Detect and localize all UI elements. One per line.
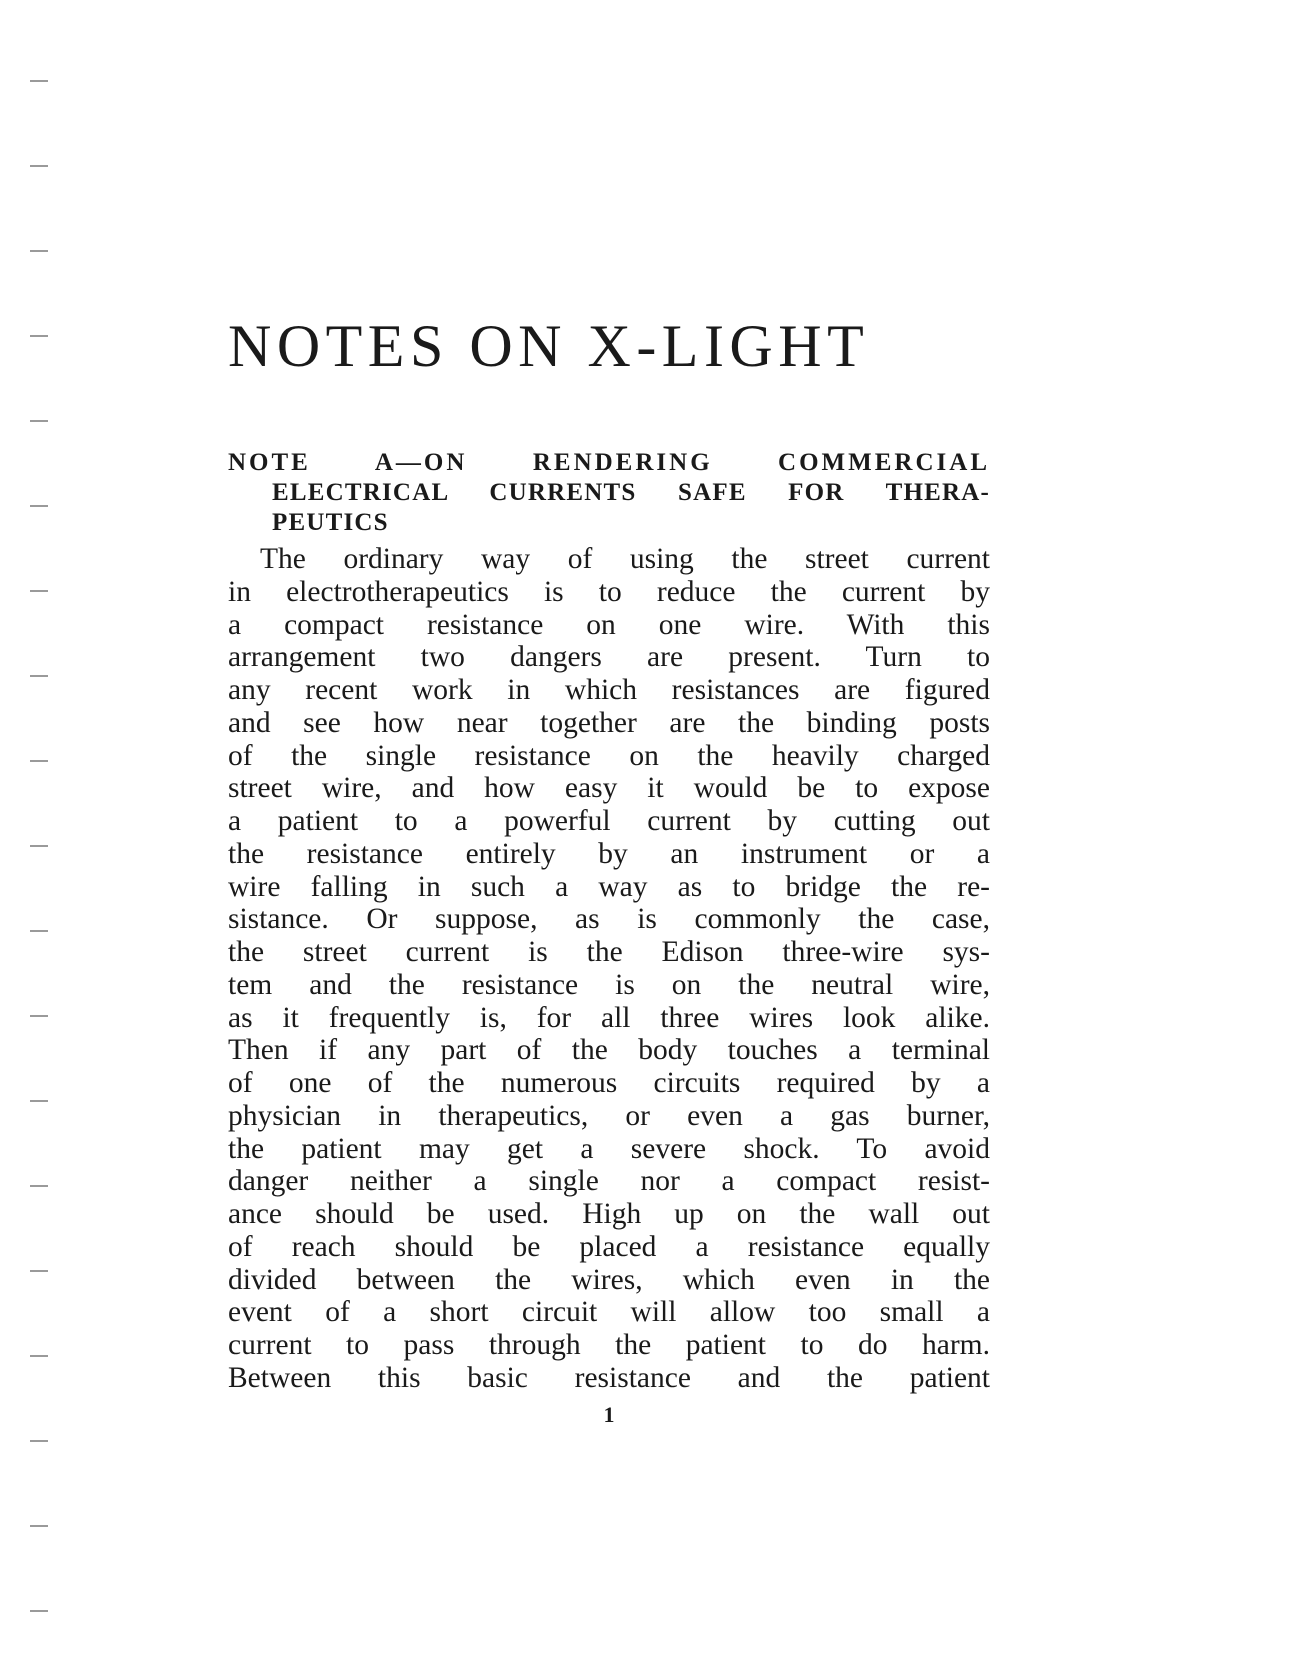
margin-mark	[30, 1270, 48, 1272]
text-line: as it frequently is, for all three wires look alike.	[228, 1001, 990, 1034]
text-line: arrangement two dangers are present. Turn to	[228, 641, 990, 674]
margin-mark	[30, 845, 48, 847]
text-line: in electrotherapeutics is to reduce the current by	[228, 575, 990, 608]
note-heading	[228, 448, 990, 538]
margin-mark	[30, 335, 48, 337]
text-line: street wire, and how easy it would be to expose	[228, 772, 990, 805]
margin-mark	[30, 505, 48, 507]
note-heading-line: PEUTICS	[272, 509, 389, 536]
margin-mark	[30, 675, 48, 677]
text-line: the patient may get a severe shock. To avoid	[228, 1132, 990, 1165]
text-line: of the single resistance on the heavily charged	[228, 739, 990, 772]
margin-mark	[30, 165, 48, 167]
page-title: NOTES ON X-LIGHT	[228, 313, 870, 379]
margin-mark	[30, 80, 48, 82]
text-line: a patient to a powerful current by cutting out	[228, 805, 990, 837]
margin-mark	[30, 250, 48, 252]
text-line: The ordinary way of using the street current	[260, 543, 990, 575]
margin-mark	[30, 1525, 48, 1527]
margin-mark	[30, 1185, 48, 1187]
margin-mark	[30, 1355, 48, 1357]
text-line: wire falling in such a way as to bridge the re-	[228, 870, 990, 903]
text-line: sistance. Or suppose, as is commonly the case,	[228, 903, 990, 936]
text-line: of reach should be placed a resistance equally	[228, 1230, 990, 1263]
text-line: Then if any part of the body touches a terminal	[228, 1034, 990, 1067]
margin-mark	[30, 760, 48, 762]
margin-mark	[30, 930, 48, 932]
page-number: 1	[603, 1402, 615, 1427]
text-line: of one of the numerous circuits required by a	[228, 1067, 990, 1099]
margin-mark	[30, 1610, 48, 1612]
text-line: and see how near together are the binding posts	[228, 706, 990, 739]
text-line: the street current is the Edison three-wire sys-	[228, 936, 990, 968]
margin-mark	[30, 420, 48, 422]
note-heading-line: NOTE A—ON RENDERING COMMERCIAL	[228, 449, 990, 476]
binding-margin-marks	[30, 0, 60, 1653]
text-line: event of a short circuit will allow too small a	[228, 1296, 990, 1329]
text-line: a compact resistance on one wire. With this	[228, 608, 990, 641]
text-line: tem and the resistance is on the neutral wire,	[228, 968, 990, 1001]
margin-mark	[30, 590, 48, 592]
margin-mark	[30, 1015, 48, 1017]
margin-mark	[30, 1100, 48, 1102]
note-heading-line: ELECTRICAL CURRENTS SAFE FOR THERA-	[272, 479, 990, 506]
text-line: Between this basic resistance and the patient	[228, 1361, 990, 1394]
text-line: physician in therapeutics, or even a gas burner,	[228, 1099, 990, 1132]
text-line: ance should be used. High up on the wall out	[228, 1198, 990, 1230]
text-line: danger neither a single nor a compact resist-	[228, 1165, 990, 1198]
text-line: current to pass through the patient to do harm.	[228, 1329, 990, 1361]
body-paragraph	[228, 543, 990, 1395]
text-line: divided between the wires, which even in the	[228, 1263, 990, 1296]
text-line: any recent work in which resistances are figured	[228, 674, 990, 706]
text-line: the resistance entirely by an instrument or a	[228, 837, 990, 870]
margin-mark	[30, 1440, 48, 1442]
